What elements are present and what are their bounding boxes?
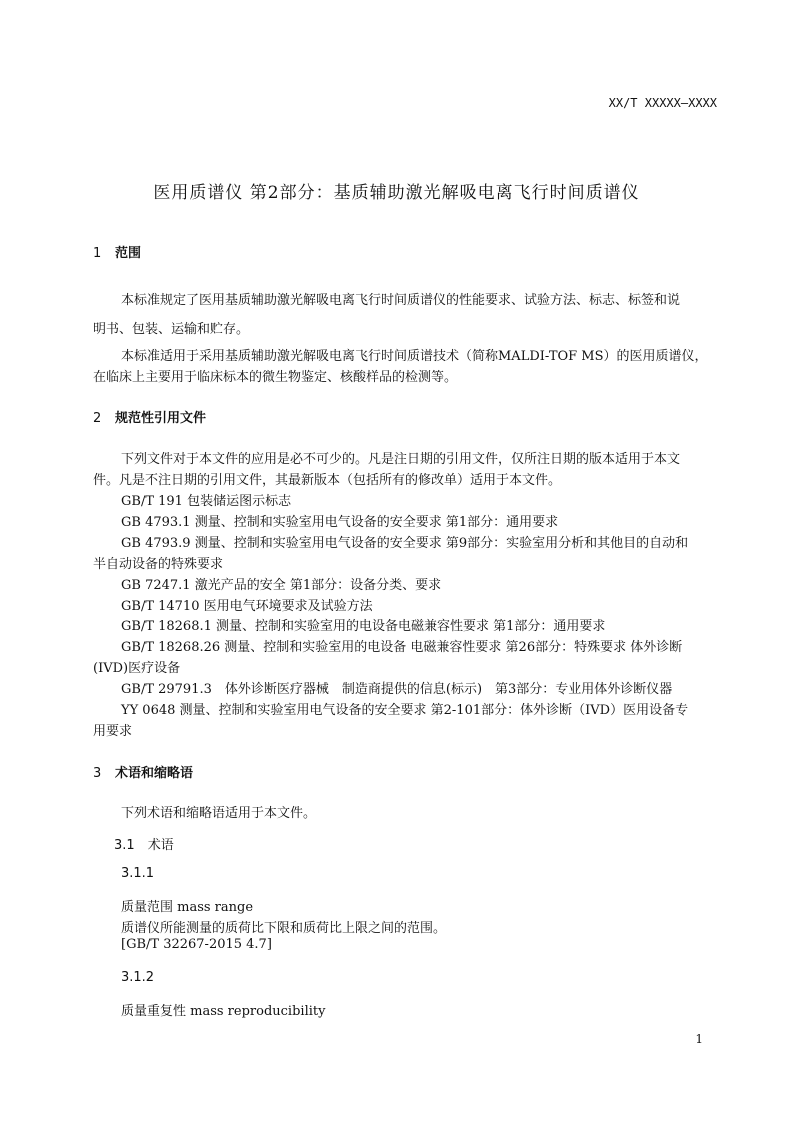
term-3-1-2-number: 3.1.2	[121, 970, 155, 985]
ref-item: GB 7247.1 激光产品的安全 第1部分：设备分类、要求	[121, 578, 442, 593]
subsection-number: 3.1	[114, 838, 135, 853]
page-number: 1	[695, 1032, 703, 1046]
term-3-1-1-source: [GB/T 32267-2015 4.7]	[121, 937, 272, 952]
ref-item: GB/T 14710 医用电气环境要求及试验方法	[121, 599, 373, 614]
section-number: 3	[93, 766, 102, 781]
section-3-heading	[93, 762, 193, 781]
ref-item: GB/T 18268.1 测量、控制和实验室用的电设备电磁兼容性要求 第1部分：通用要求	[121, 619, 606, 634]
section-title: 范围	[115, 246, 142, 261]
ref-item: GB/T 191 包装储运图示标志	[121, 494, 292, 509]
scope-para-1-line-2: 明书、包装、运输和贮存。	[93, 322, 250, 337]
document-title: 医用质谱仪 第2部分：基质辅助激光解吸电离飞行时间质谱仪	[153, 183, 640, 203]
ref-item: GB 4793.9 测量、控制和实验室用电气设备的安全要求 第9部分：实验室用分析和其他目的自动和	[121, 536, 689, 551]
ref-item-continuation: (IVD)医疗设备	[93, 661, 181, 676]
section-2-heading	[93, 407, 206, 426]
term-3-1-1-name: 质量范围 mass range	[121, 900, 254, 915]
section-number: 1	[93, 246, 102, 261]
ref-item-continuation: 半自动设备的特殊要求	[93, 557, 224, 572]
refs-intro-line-1: 下列文件对于本文件的应用是必不可少的。凡是注日期的引用文件，仅所注日期的版本适用于本文	[121, 452, 681, 467]
term-3-1-1-definition: 质谱仪所能测量的质荷比下限和质荷比上限之间的范围。	[121, 921, 447, 936]
ref-item: GB/T 18268.26 测量、控制和实验室用的电设备 电磁兼容性要求 第26部分：特殊要求 体外诊断	[121, 640, 683, 655]
refs-intro-line-2: 件。凡是不注日期的引用文件，其最新版本（包括所有的修改单）适用于本文件。	[93, 473, 562, 488]
subsection-title: 术语	[147, 838, 174, 853]
section-1-heading	[93, 242, 141, 261]
subsection-3-1-heading	[114, 834, 174, 853]
term-3-1-2-name: 质量重复性 mass reproducibility	[121, 1004, 326, 1019]
section-number: 2	[93, 411, 102, 426]
ref-item: GB/T 29791.3 体外诊断医疗器械 制造商提供的信息(标示) 第3部分：专业用体外诊断仪器	[121, 682, 673, 697]
scope-para-2-line-2: 在临床上主要用于临床标本的微生物鉴定、核酸样品的检测等。	[93, 370, 458, 385]
scope-para-1-line-1: 本标准规定了医用基质辅助激光解吸电离飞行时间质谱仪的性能要求、试验方法、标志、标签和说	[121, 293, 681, 308]
ref-item: GB 4793.1 测量、控制和实验室用电气设备的安全要求 第1部分：通用要求	[121, 515, 559, 530]
ref-item: YY 0648 测量、控制和实验室用电气设备的安全要求 第2-101部分：体外诊断（IVD）医用设备专	[121, 703, 689, 718]
scope-para-2-line-1: 本标准适用于采用基质辅助激光解吸电离飞行时间质谱技术（简称MALDI-TOF MS）的医用质谱仪，	[121, 349, 708, 364]
section-title: 术语和缩略语	[115, 766, 194, 781]
terms-intro: 下列术语和缩略语适用于本文件。	[121, 806, 317, 821]
section-title: 规范性引用文件	[115, 411, 207, 426]
ref-item-continuation: 用要求	[93, 724, 133, 739]
term-3-1-1-number: 3.1.1	[121, 866, 155, 881]
standard-code-header: XX/T XXXXX—XXXX	[608, 96, 717, 110]
